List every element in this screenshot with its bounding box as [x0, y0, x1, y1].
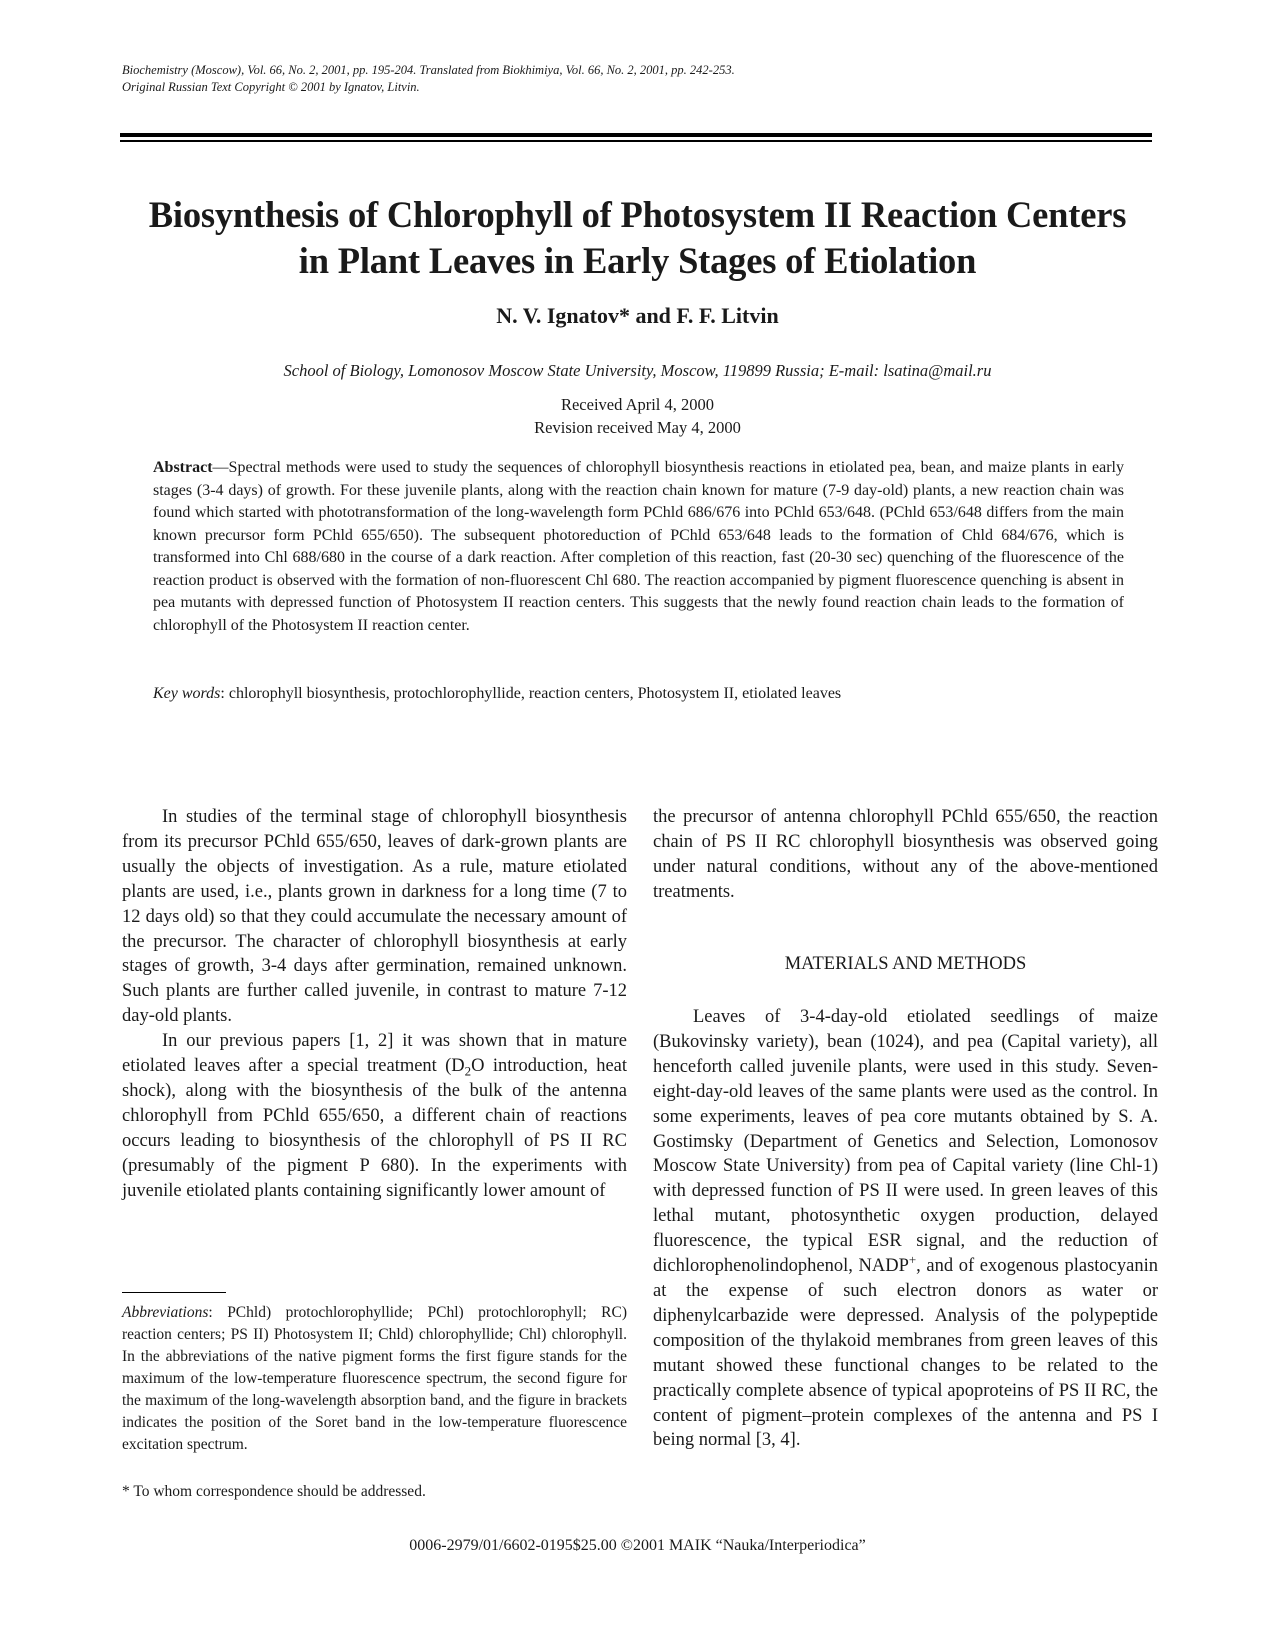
journal-header	[122, 62, 735, 96]
footnote-rule	[122, 1292, 226, 1293]
received-dates	[0, 393, 1275, 439]
intro-paragraph-2-continued: the precursor of antenna chlorophyll PChld 655/650, the reaction chain of PS II RC chlorophyll biosynthesis was observed going under natural conditions, without any of the above-mentioned treatments.	[653, 807, 1158, 902]
keywords-label: Key words	[153, 685, 221, 702]
keywords-text: : chlorophyll biosynthesis, protochlorophyllide, reaction centers, Photosystem II, etiolated leaves	[220, 685, 842, 702]
affiliation: School of Biology, Lomonosov Moscow State University, Moscow, 119899 Russia; E-mail: lsatina@mail.ru	[283, 361, 992, 380]
intro-paragraph-1: In studies of the terminal stage of chlorophyll biosynthesis from its precursor PChld 655/650, leaves of dark-grown plants are usually the objects of investigation. As a rule, mature etiolated plants are used, i.e., plants grown in darkness for a long time (7 to 12 days old) so that they could accumulate the necessary amount of the precursor. The character of chlorophyll biosynthesis at early stages of growth, 3-4 days after germination, remained unknown. Such plants are further called juvenile, in contrast to mature 7-12 day-old plants.	[122, 807, 627, 1027]
abstract	[153, 457, 1124, 637]
keywords	[153, 683, 1124, 705]
received-date: Received April 4, 2000	[560, 395, 715, 414]
abbreviations-footnote	[122, 1302, 627, 1456]
abbreviations-text: : PChld) protochlorophyllide; PChl) protochlorophyll; RC) reaction centers; PS II) Photosystem II; Chld) chlorophyllide; Chl) chlorophyll. In the abbreviations of the native pigment forms the first figure stands for the maximum of the low-temperature fluorescence spectrum, the second figure for the maximum of the long-wavelength absorption band, and the figure in brackets indicates the position of the Soret band in the low-temperature fluorescence excitation spectrum.	[122, 1304, 627, 1453]
paper-title	[100, 192, 1175, 284]
title-line-1: Biosynthesis of Chlorophyll of Photosystem II Reaction Centers	[148, 194, 1127, 235]
header-rule-thin	[120, 140, 1152, 142]
left-column	[122, 805, 627, 1204]
section-heading: MATERIALS AND METHODS	[784, 954, 1027, 974]
header-citation: Biochemistry (Moscow), Vol. 66, No. 2, 2001, pp. 195-204. Translated from Biokhimiya, Vol. 66, No. 2, 2001, pp. 242-253.	[122, 63, 735, 77]
abstract-label: Abstract	[153, 459, 213, 476]
header-rule-thick	[120, 133, 1152, 137]
authors: N. V. Ignatov* and F. F. Litvin	[496, 303, 779, 328]
title-line-2: in Plant Leaves in Early Stages of Etiolation	[298, 240, 977, 281]
methods-column	[653, 1005, 1158, 1453]
correspondence-footnote: * To whom correspondence should be addressed.	[122, 1483, 426, 1500]
right-column-continuation	[653, 805, 1158, 905]
revision-date: Revision received May 4, 2000	[534, 418, 741, 437]
abbreviations-label: Abbreviations	[122, 1304, 209, 1321]
methods-paragraph: Leaves of 3-4-day-old etiolated seedlings of maize (Bukovinsky variety), bean (1024), and pea (Capital variety), all henceforth called juvenile plants, were used in this study. Seven-eight-day-old leaves of the same plants were used as the control. In some experiments, leaves of pea core mutants obtained by S. A. Gostimsky (Department of Genetics and Selection, Lomonosov Moscow State University) from pea of Capital variety (line Chl-1) with depressed function of PS II were used. In green leaves of this lethal mutant, photosynthetic oxygen production, delayed fluorescence, the typical ESR signal, and the reduction of dichlorophenolindophenol, NADP+, and of exogenous plastocyanin at the expense of such electron donors as water or diphenylcarbazide were depressed. Analysis of the polypeptide composition of the thylakoid membranes from green leaves of this mutant showed these functional changes to be related to the practically complete absence of typical apoproteins of PS II RC, the content of pigment–protein complexes of the antenna and PS I being normal [3, 4].	[653, 1007, 1158, 1451]
intro-paragraph-2: In our previous papers [1, 2] it was shown that in mature etiolated leaves after a special treatment ($D_2O$ introduction, heat shock), along with the biosynthesis of the bulk of the antenna chlorophyll from PChld 655/650, a different chain of reactions occurs leading to biosynthesis of the chlorophyll of PS II RC (presumably of the pigment P 680). In the experiments with juvenile etiolated plants containing significantly lower amount of	[122, 1031, 628, 1201]
abstract-text: —Spectral methods were used to study the sequences of chlorophyll biosynthesis reactions in etiolated pea, bean, and maize plants in early stages (3-4 days) of growth. For these juvenile plants, along with the reaction chain known for mature (7-9 day-old) plants, a new reaction chain was found which started with phototransformation of the long-wavelength form PChld 686/676 into PChld 653/648. (PChld 653/648 differs from the main known precursor form PChld 655/650). The subsequent photoreduction of PChld 653/648 leads to the formation of Chld 684/676, which is transformed into Chl 688/680 in the course of a dark reaction. After completion of this reaction, fast (20-30 sec) quenching of the fluorescence of the reaction product is observed with the formation of non-fluorescent Chl 680. The reaction accompanied by pigment fluorescence quenching is absent in pea mutants with depressed function of Photosystem II reaction centers. This suggests that the newly found reaction chain leads to the formation of chlorophyll of the Photosystem II reaction center.	[153, 459, 1124, 634]
page-footer: 0006-2979/01/6602-0195$25.00 ©2001 MAIK “Nauka/Interperiodica”	[409, 1537, 866, 1554]
header-copyright: Original Russian Text Copyright © 2001 by Ignatov, Litvin.	[122, 80, 420, 94]
